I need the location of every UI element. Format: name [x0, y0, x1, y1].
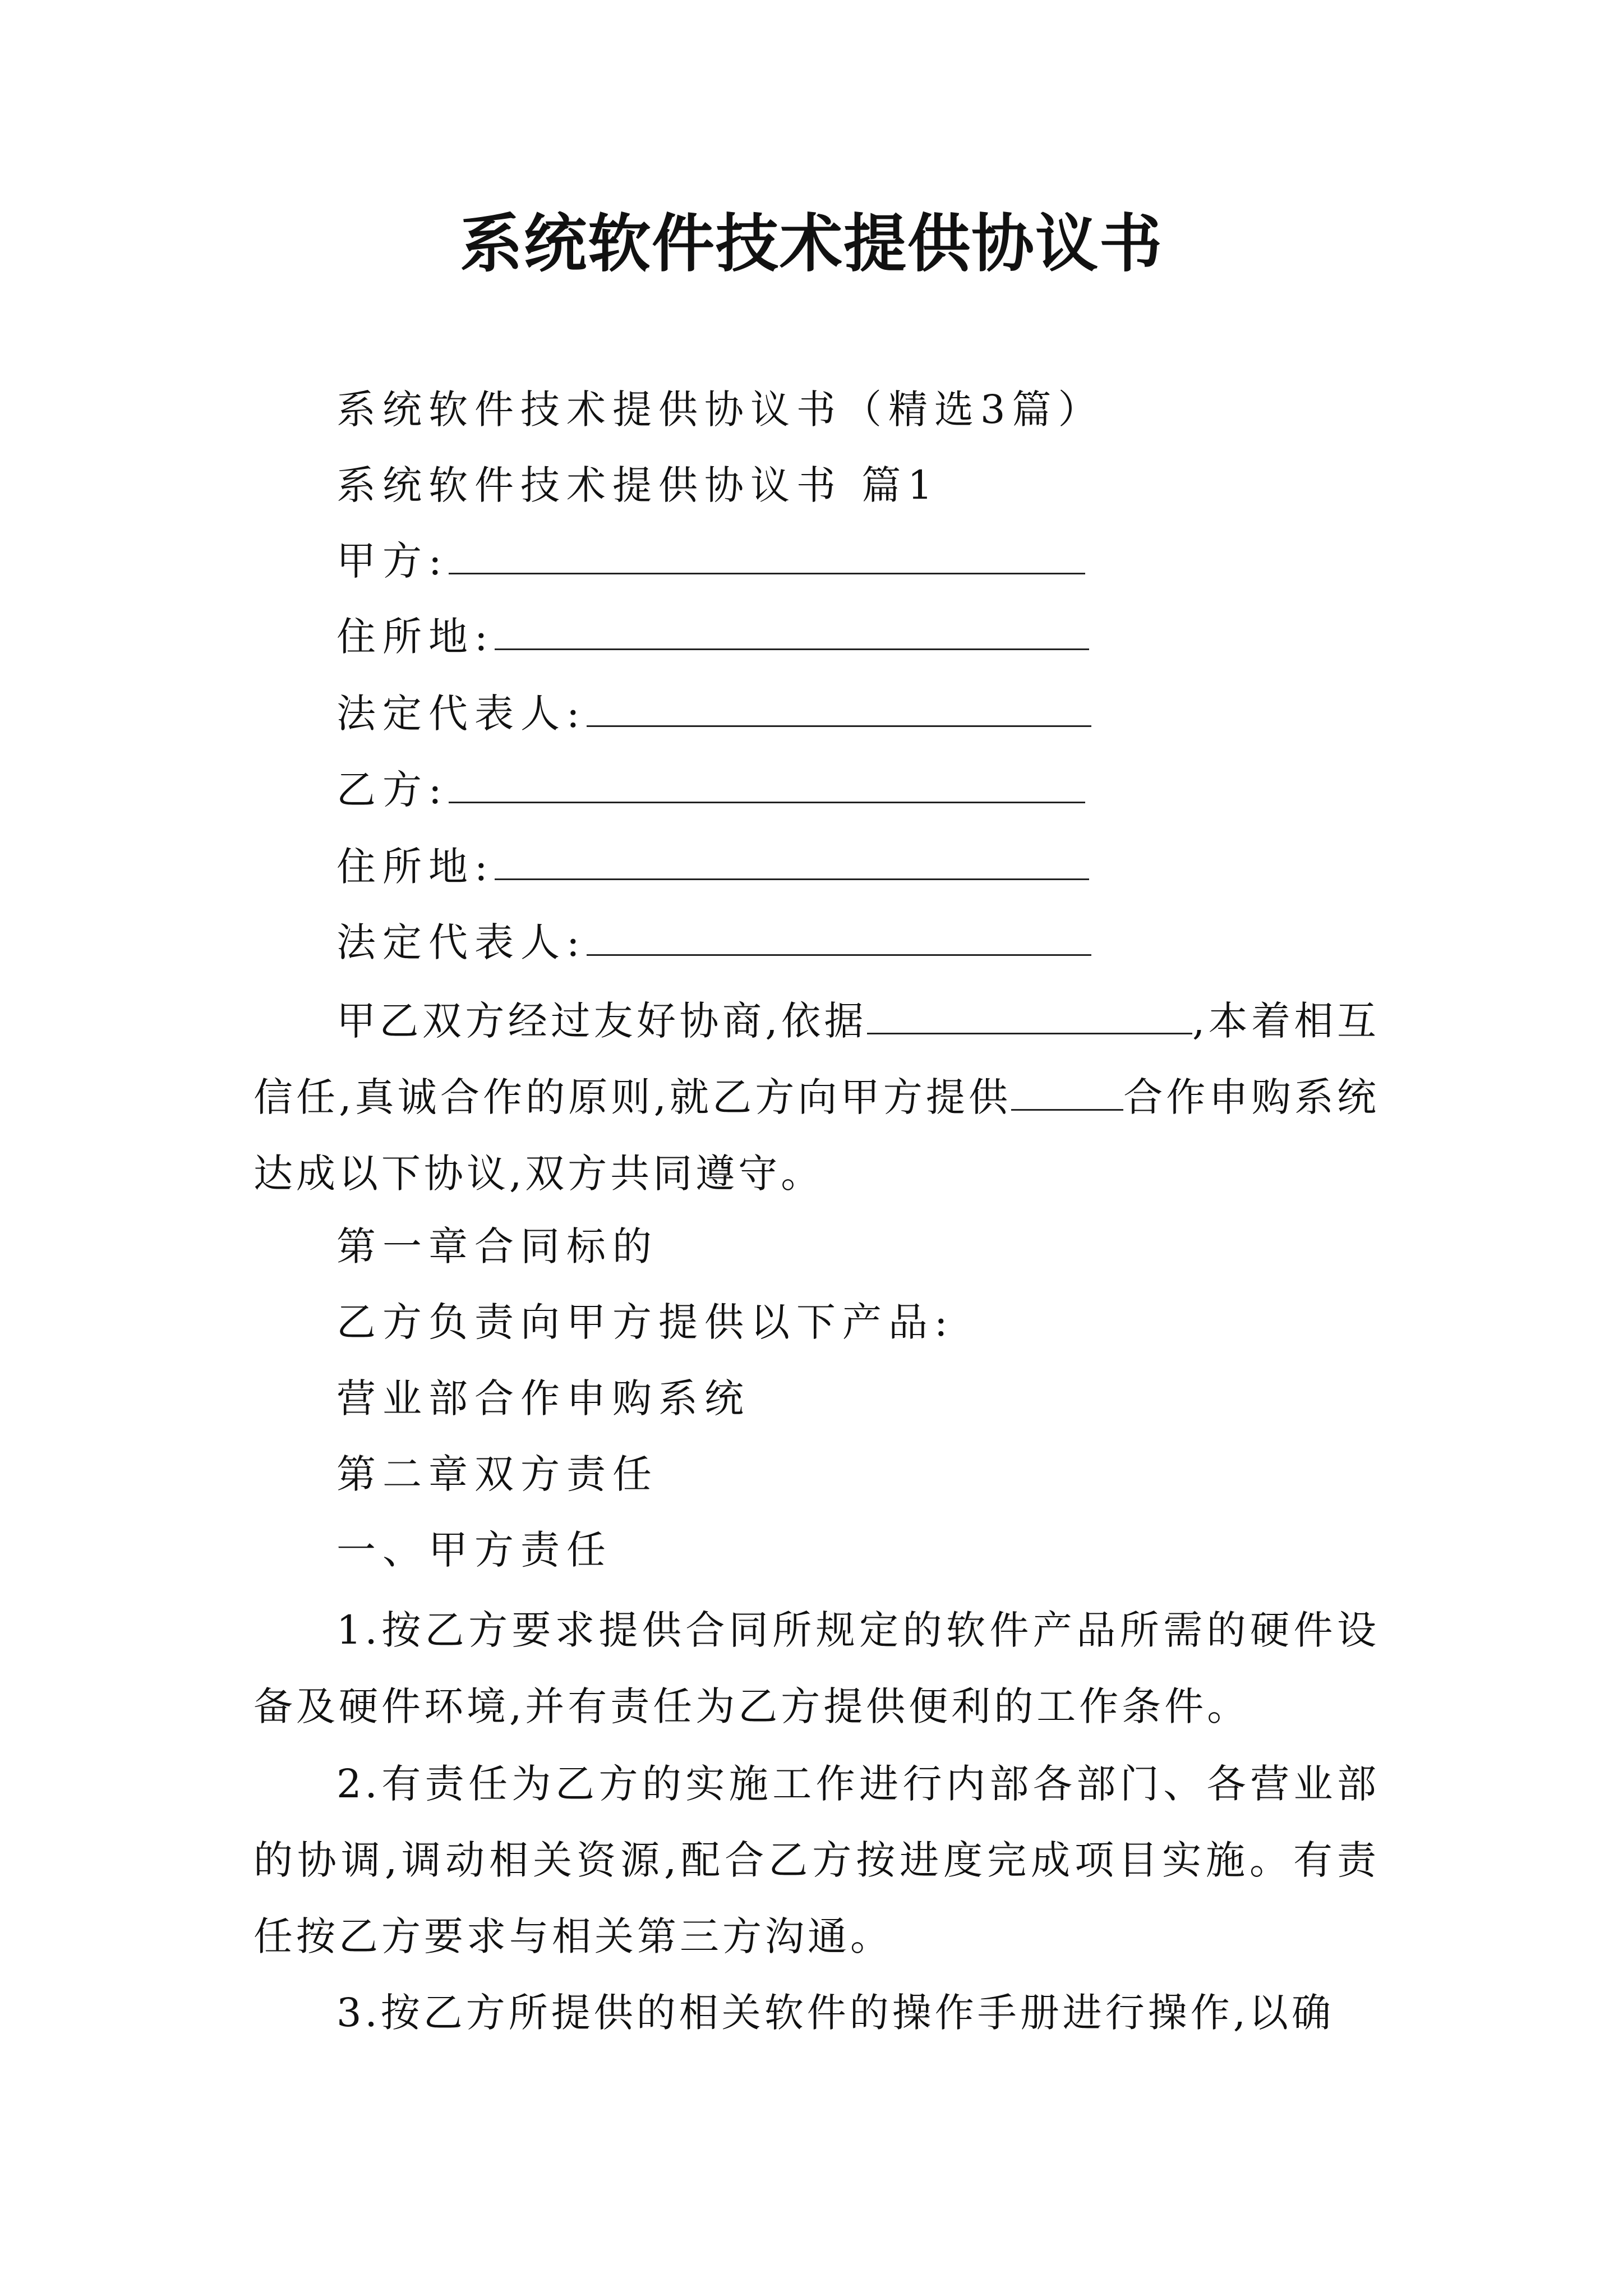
field-party-b-representative	[336, 914, 1091, 970]
section-heading: 系统软件技术提供协议书 篇1	[336, 462, 939, 508]
field-party-a-address	[336, 609, 1089, 665]
blank-line	[587, 725, 1091, 727]
blank-line	[449, 572, 1085, 574]
field-party-b-address	[336, 839, 1089, 895]
clause-1: 1.按乙方要求提供合同所规定的软件产品所需的硬件设备及硬件环境,并有责任为乙方提供便利的工作条件。	[253, 1607, 1380, 1729]
clause-2: 2.有责任为乙方的实施工作进行内部各部门、各营业部的协调,调动相关资源,配合乙方按进度完成项目实施。有责任按乙方要求与相关第三方沟通。	[253, 1761, 1380, 1959]
intro-text-3: 合作申购系统达成以下协议,双方共同遵守。	[253, 1074, 1380, 1197]
intro-paragraph	[253, 983, 1380, 1212]
chapter-two-heading: 第二章双方责任	[336, 1451, 658, 1497]
field-label: 住所地:	[336, 614, 495, 660]
blank-line	[1011, 1108, 1123, 1111]
chapter-one-heading: 第一章合同标的	[336, 1223, 658, 1269]
field-label: 乙方:	[336, 767, 449, 813]
blank-line	[449, 801, 1085, 803]
document-title: 系统软件技术提供协议书	[460, 208, 1163, 280]
field-party-b	[336, 762, 1085, 818]
blank-line	[587, 954, 1091, 956]
intro-text-2: ,本着相互信任,真诚合作的原则,就乙方向甲方提供	[253, 998, 1380, 1120]
party-a-duties-heading: 一、甲方责任	[336, 1527, 612, 1573]
field-label: 甲方:	[336, 538, 449, 584]
product-name: 营业部合作申购系统	[336, 1375, 750, 1421]
field-label: 住所地:	[336, 844, 495, 890]
field-party-a-representative	[336, 685, 1091, 742]
blank-line	[495, 648, 1089, 650]
clause-3: 3.按乙方所提供的相关软件的操作手册进行操作,以确	[336, 1990, 1335, 2036]
field-label: 法定代表人:	[336, 691, 587, 737]
blank-line	[495, 878, 1089, 880]
intro-text-1: 甲乙双方经过友好协商,依据	[336, 998, 867, 1044]
products-intro: 乙方负责向甲方提供以下产品:	[336, 1299, 955, 1345]
field-label: 法定代表人:	[336, 919, 587, 965]
field-party-a	[336, 533, 1085, 589]
document-subtitle: 系统软件技术提供协议书（精选3篇）	[336, 386, 1104, 432]
blank-line	[867, 1032, 1192, 1034]
